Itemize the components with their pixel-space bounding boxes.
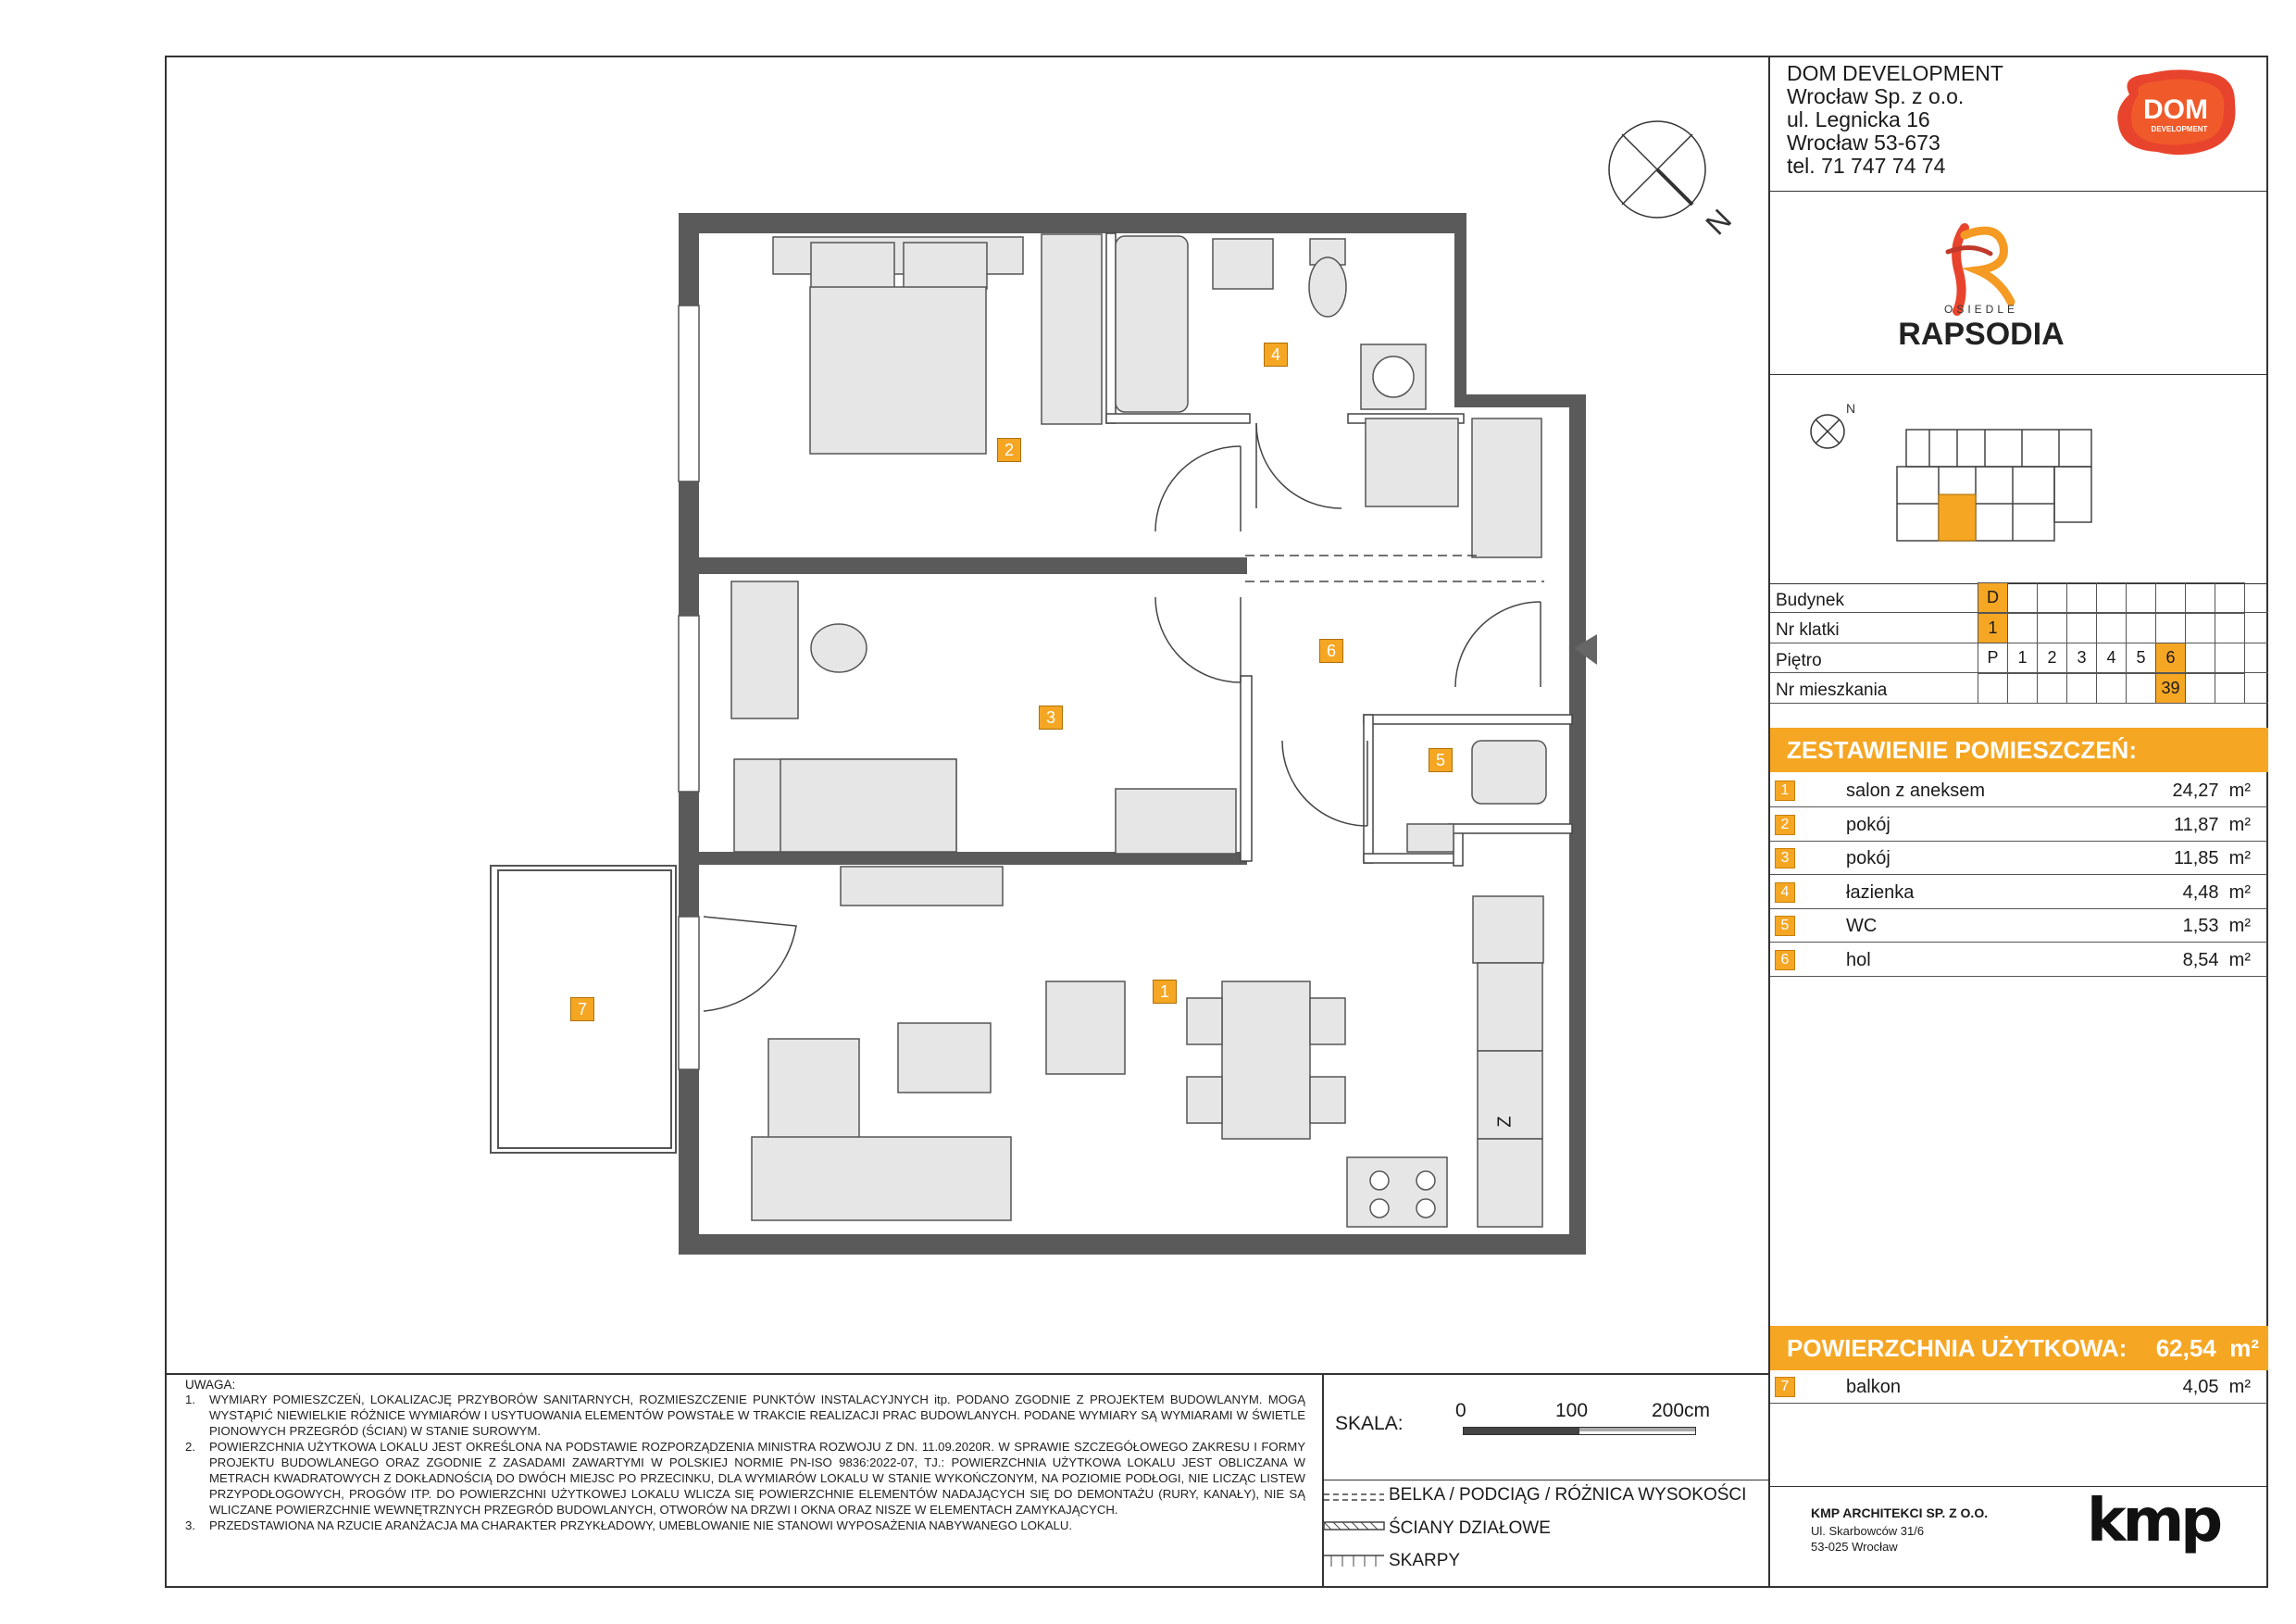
room-area: 1,53 m² — [2182, 916, 2251, 936]
svg-text:OSIEDLE: OSIEDLE — [1943, 303, 2019, 316]
room-badge: 5 — [1775, 916, 1795, 936]
plan-room-3: 3 — [1039, 706, 1063, 730]
info-cell: 1 — [2007, 643, 2038, 673]
windows — [679, 306, 699, 1069]
note-item — [185, 1392, 1305, 1439]
architect-city: 53-025 Wrocław — [1811, 1540, 1898, 1554]
plan-room-1: 1 — [1153, 980, 1177, 1004]
architect-street: Ul. Skarbowców 31/6 — [1811, 1524, 1925, 1538]
scale-bar — [1463, 1427, 1696, 1435]
note-number: 1. — [185, 1393, 195, 1406]
scale-label: SKALA: — [1335, 1413, 1404, 1434]
room-badge: 7 — [1775, 1377, 1795, 1397]
developer-phone: tel. 71 747 74 74 — [1787, 154, 1946, 178]
svg-text:DOM: DOM — [2143, 94, 2208, 125]
room-name: WC — [1846, 916, 1878, 936]
info-cell: 4 — [2096, 643, 2127, 673]
room-badge: 4 — [1775, 882, 1795, 903]
room-badge: 3 — [1775, 848, 1795, 868]
note-text: PRZEDSTAWIONA NA RZUCIE ARANŻACJA MA CHARAKTER PRZYKŁADOWY, UMEBLOWANIE NIE STANOWI WYPOSAŻENIA NABYWANEGO LOKALU. — [209, 1518, 1073, 1532]
info-label-apartment: Nr mieszkania — [1776, 681, 1888, 700]
info-cell: 3 — [2066, 643, 2097, 673]
svg-text:DEVELOPMENT: DEVELOPMENT — [2151, 125, 2208, 133]
room-area: 4,05 m² — [2182, 1377, 2251, 1397]
svg-text:N: N — [1699, 202, 1738, 242]
note-text: WYMIARY POMIESZCZEŃ, LOKALIZACJĘ PRZYBORÓW SANITARNYCH, ROZMIESZCZENIE PUNKTÓW INSTALACYJNYCH itp. PODANO ZGODNIE Z PROJEKTEM BUDOWLANYM. MOGĄ WYSTĄPIĆ NIEWIELKIE RÓŻNICE WYMIARÓW I USYTUOWANIA ELEMENTÓW POWSTAŁE W TRAKCIE REALIZACJI PRAC BUDOWLANYCH. PODANE WYMIARY SĄ WYMIARAMI W ŚWIETLE PIONOWYCH PRZEGRÓD (ŚCIAN) W STANIE SUROWYM. — [209, 1393, 1305, 1438]
room-area: 11,87 m² — [2173, 814, 2251, 835]
info-cell: 6 — [2155, 643, 2186, 673]
room-name: łazienka — [1846, 881, 1915, 903]
usable-area-value: 62,54 m² — [2155, 1334, 2259, 1362]
legend-partition-walls: ŚCIANY DZIAŁOWE — [1389, 1518, 1551, 1538]
developer-company: Wrocław Sp. z o.o. — [1787, 84, 1965, 108]
kmp-logo: kmp — [2087, 1487, 2220, 1555]
svg-text:N: N — [1846, 401, 1856, 416]
furniture — [731, 234, 1546, 1227]
info-cell: 39 — [2155, 673, 2186, 704]
info-cell: P — [1978, 643, 2008, 673]
room-area: 24,27 m² — [2172, 781, 2251, 801]
architect-name: KMP ARCHITEKCI SP. Z O.O. — [1811, 1505, 1989, 1520]
fridge-label: Z — [1494, 1116, 1516, 1128]
notes-list — [185, 1392, 1305, 1533]
room-name: hol — [1846, 949, 1871, 970]
scale-tick-100: 100 — [1555, 1400, 1589, 1421]
usable-area-label: POWIERZCHNIA UŻYTKOWA: — [1787, 1334, 2128, 1362]
note-number: 3. — [185, 1518, 195, 1532]
room-badge: 6 — [1775, 950, 1795, 970]
info-label-building: Budynek — [1776, 591, 1844, 610]
room-name: balkon — [1846, 1377, 1901, 1397]
legend-beam: BELKA / PODCIĄG / RÓŻNICA WYSOKOŚCI — [1389, 1485, 1747, 1505]
scale-tick-200: 200cm — [1652, 1400, 1711, 1421]
room-badge: 1 — [1775, 781, 1795, 801]
plan-room-2: 2 — [997, 438, 1021, 462]
plan-room-6: 6 — [1319, 639, 1343, 663]
room-area: 4,48 m² — [2182, 881, 2251, 903]
rooms-summary-title: ZESTAWIENIE POMIESZCZEŃ: — [1787, 736, 2137, 764]
info-label-staircase: Nr klatki — [1776, 620, 1840, 640]
notes-heading: UWAGA: — [185, 1378, 236, 1392]
room-area: 8,54 m² — [2182, 949, 2251, 970]
room-area: 11,85 m² — [2173, 848, 2251, 868]
info-cell: D — [1978, 582, 2008, 613]
legend-slopes: SKARPY — [1389, 1551, 1461, 1570]
info-label-floor: Piętro — [1776, 651, 1822, 670]
note-text: POWIERZCHNIA UŻYTKOWA LOKALU JEST OKREŚLONA NA PODSTAWIE ROZPORZĄDZENIA MINISTRA ROZWOJU Z DN. 11.09.2020R. W SPRAWIE SZCZEGÓŁOWEGO ZAKRESU I FORMY PROJEKTU BUDOWLANEGO ORAZ ZGODNIE Z ZASADAMI ZAWARTYMI W POLSKIEJ NORMIE PN-ISO 9836:2022-07, TJ.: POWIERZCHNIA UŻYTKOWA LOKALU JEST OBLICZANA W METRACH KWADRATOWYCH Z DOKŁADNOŚCIĄ DO DWÓCH MIEJSC PO PRZECINKU, DLA WYMIARÓW LOKALU W STANIE WYKOŃCZONYM, NA POZIOMIE PODŁOGI, NIE LICZĄC LISTEW PRZYPODŁOGOWYCH, PROGÓW ITP. DO POWIERZCHNI UŻYTKOWEJ LOKALU WLICZA SIĘ POWIERZCHNIE ELEMENTÓW NADAJĄCYCH SIĘ DO DEMONTAŻU (RURY, KANAŁY), NIE SĄ WLICZANE POWIERZCHNIE WEWNĘTRZNYCH PRZEGRÓD BUDOWLANYCH, OTWORÓW NA DRZWI I OKNA ORAZ NISZE W ELEMENTACH ZAMYKAJĄCYCH. — [209, 1440, 1305, 1517]
plan-room-7: 7 — [570, 997, 594, 1021]
info-cell: 1 — [1978, 613, 2008, 643]
note-item — [185, 1439, 1305, 1518]
plan-room-5: 5 — [1429, 748, 1453, 772]
plan-room-4: 4 — [1264, 343, 1288, 367]
legend-symbols — [1324, 1481, 1389, 1588]
info-cell: 5 — [2126, 643, 2156, 673]
info-cell: 2 — [2037, 643, 2067, 673]
scale-tick-0: 0 — [1455, 1400, 1466, 1421]
room-name: pokój — [1846, 848, 1890, 868]
svg-text:RAPSODIA: RAPSODIA — [1898, 317, 2065, 352]
notes-divider — [165, 1373, 1770, 1375]
developer-street: ul. Legnicka 16 — [1787, 107, 1930, 131]
room-name: salon z aneksem — [1846, 781, 1986, 801]
room-badge: 2 — [1775, 815, 1795, 835]
note-item — [185, 1518, 1305, 1533]
developer-city: Wrocław 53-673 — [1787, 131, 1940, 155]
room-name: pokój — [1846, 814, 1890, 835]
developer-name: DOM DEVELOPMENT — [1787, 61, 2003, 85]
balcony-row — [1770, 1370, 2267, 1404]
note-number: 2. — [185, 1440, 195, 1454]
